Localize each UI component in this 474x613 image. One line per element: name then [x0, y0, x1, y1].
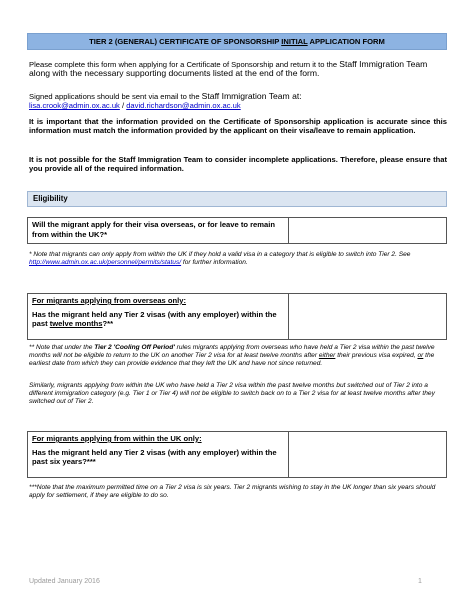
question-overseas-text-a: Has the migrant held any Tier 2 visas (with any employer) within the past	[32, 309, 277, 329]
question-within-uk-body: Has the migrant held any Tier 2 visas (with any employer) within the past six years?***	[32, 447, 277, 467]
question-overseas	[27, 293, 447, 340]
intro-text-b: Staff Immigration Team along with the necessary supporting documents listed at the end of the form.	[29, 59, 428, 79]
email-paragraph	[29, 92, 447, 111]
question-overseas-heading: For migrants applying from overseas only:	[32, 296, 187, 305]
form-title	[27, 33, 447, 50]
question-overseas-text	[28, 294, 289, 339]
answer-apply-location[interactable]	[289, 218, 446, 243]
intro-paragraph	[29, 60, 447, 79]
intro-text-a: Please complete this form when applying for a Certificate of Sponsorship and return it to the	[29, 60, 340, 69]
email-separator: /	[119, 101, 127, 111]
footer-page-number: 1	[418, 578, 422, 585]
question-within-uk-heading: For migrants applying from within the UK only:	[32, 434, 202, 443]
note-cooling-text-a: ** Note that under the	[29, 344, 95, 351]
note-cooling-either: either	[318, 352, 336, 360]
title-text-end: APPLICATION FORM	[307, 37, 385, 46]
important-paragraph: It is important that the information provided on the Certificate of Sponsorship application is accurate since this information must match the information provided by the applicant on their visa/leave to remain application.	[29, 117, 447, 136]
note-cooling-text-c: their previous visa expired,	[335, 352, 418, 360]
question-apply-location-text: Will the migrant apply for their visa overseas, or for leave to remain from within the UK?*	[28, 218, 289, 243]
question-apply-location	[27, 217, 447, 244]
note-cooling-text-d: the earliest date from which they can provide evidence that they left the UK and have not since returned.	[29, 352, 435, 368]
question-within-uk	[27, 431, 447, 478]
title-text-start: TIER 2 (GENERAL) CERTIFICATE OF SPONSORSHIP	[89, 37, 282, 46]
eligibility-heading: Eligibility	[27, 191, 447, 207]
question-overseas-twelve-months: twelve months	[49, 319, 103, 329]
incomplete-paragraph: It is not possible for the Staff Immigration Team to consider incomplete applications. Therefore, please ensure that you provide all of the required information.	[29, 155, 447, 174]
title-text-initial: INITIAL	[281, 37, 308, 46]
answer-within-uk[interactable]	[289, 432, 446, 477]
note-six-years: ***Note that the maximum permitted time on a Tier 2 visa is six years. Tier 2 migrants wishing to stay in the UK longer than six years should apply for settlement, if they are eligible to do so.	[29, 484, 436, 500]
question-overseas-text-b: ?**	[102, 319, 114, 329]
email-link-lisa[interactable]: lisa.crook@admin.ox.ac.uk	[29, 101, 120, 111]
footer-updated: Updated January 2016	[29, 578, 100, 585]
status-link[interactable]: http://www.admin.ox.ac.uk/personnel/permits/status/	[29, 259, 182, 267]
note-switch-in-uk	[29, 251, 447, 267]
note-cooling-bold: Tier 2 'Cooling Off Period'	[94, 344, 175, 351]
note-cooling-text-b: rules migrants applying from overseas who have held a Tier 2 visa within the past twelve months will not be eligible to return to the UK on another Tier 2 visa for at least twelve months after	[29, 344, 435, 360]
email-text-a: Signed applications should be sent via email to the	[29, 92, 202, 101]
note-cooling-or: or	[417, 352, 424, 360]
note-switch-text-b: for further information.	[181, 259, 248, 267]
note-cooling-off	[29, 344, 447, 369]
answer-overseas[interactable]	[289, 294, 446, 339]
email-text-b: Staff Immigration Team at:	[201, 91, 302, 101]
email-link-david[interactable]: david.richardson@admin.ox.ac.uk	[126, 101, 241, 111]
question-within-uk-text	[28, 432, 289, 477]
note-switch-back: Similarly, migrants applying from within the UK who have held a Tier 2 visa within the past twelve months but switched out of Tier 2 into a different immigration category (e.g. Tier 1 or Tier 4) will not be eligible to switch back on to a Tier 2 visa for at least twelve months after they switched out of Tier 2.	[29, 382, 435, 406]
note-switch-text-a: * Note that migrants can only apply from within the UK if they hold a valid visa in a category that is eligible to switch into Tier 2. See	[29, 251, 411, 258]
